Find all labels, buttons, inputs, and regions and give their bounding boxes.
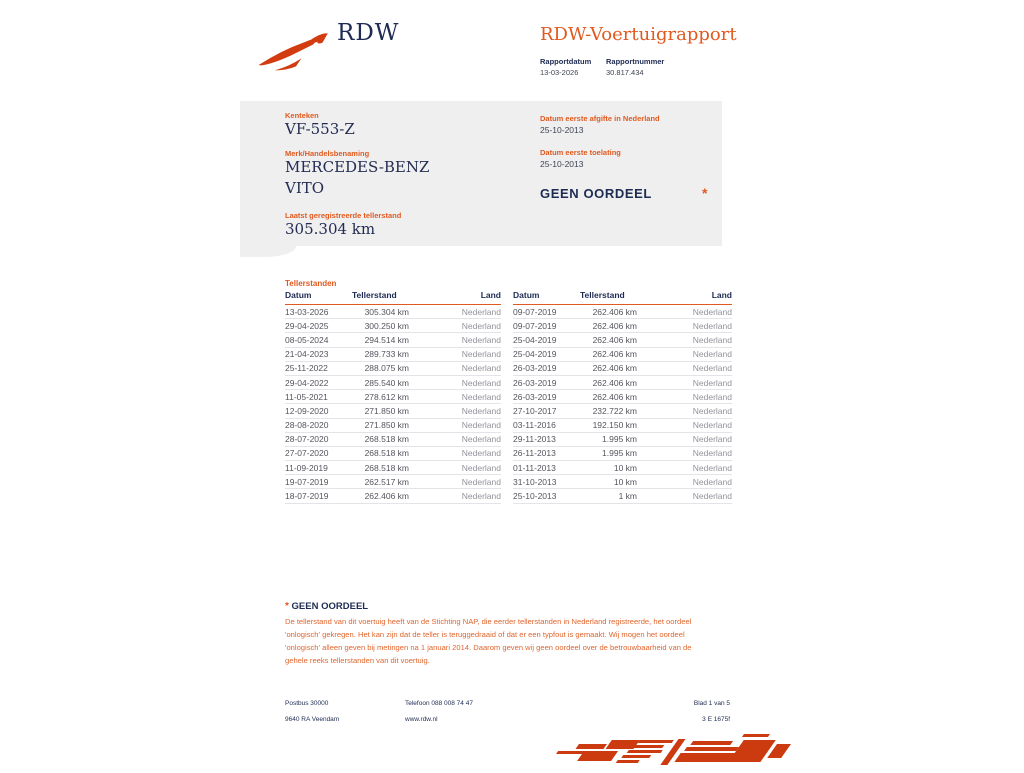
cell-tellerstand: 262.406 km: [364, 491, 409, 502]
tellerstand-label: Laatst geregistreerde tellerstand: [285, 211, 402, 220]
cell-datum: 25-04-2019: [513, 334, 557, 345]
table-row: [285, 475, 501, 489]
table-row: [285, 305, 501, 319]
cell-datum: 28-08-2020: [285, 420, 329, 431]
report-number-value: 30.817.434: [606, 68, 644, 77]
cell-tellerstand: 262.406 km: [592, 377, 637, 388]
cell-tellerstand: 232.722 km: [592, 405, 637, 416]
cell-datum: 08-05-2024: [285, 334, 329, 345]
cell-land: Nederland: [461, 476, 501, 487]
report-date-value: 13-03-2026: [540, 68, 579, 77]
cell-tellerstand: 271.850 km: [364, 405, 409, 416]
report-number-label: Rapportnummer: [606, 57, 665, 66]
summary-box-tail: [240, 246, 296, 257]
cell-datum: 01-11-2013: [513, 462, 556, 473]
table-row: [513, 461, 732, 475]
cell-land: Nederland: [461, 391, 501, 402]
odometer-table-left: [285, 290, 501, 504]
cell-tellerstand: 268.518 km: [364, 462, 409, 473]
table-row: [285, 447, 501, 461]
footer-form-code: 3 E 1675f: [702, 716, 730, 723]
table-row: [285, 390, 501, 404]
cell-tellerstand: 288.075 km: [364, 363, 409, 374]
cell-tellerstand: 285.540 km: [364, 377, 409, 388]
table-body: [285, 305, 501, 504]
cell-datum: 29-04-2022: [285, 377, 329, 388]
table-row: [285, 404, 501, 418]
cell-datum: 29-11-2013: [513, 434, 556, 445]
cell-land: Nederland: [692, 434, 732, 445]
cell-land: Nederland: [692, 476, 732, 487]
footer-page-number: Blad 1 van 5: [693, 700, 730, 707]
cell-land: Nederland: [461, 306, 501, 317]
cell-tellerstand: 262.517 km: [364, 476, 409, 487]
rdw-logo-wing-icon: [256, 26, 336, 76]
table-row: [513, 305, 732, 319]
cell-datum: 21-04-2023: [285, 349, 329, 360]
table-row: [285, 376, 501, 390]
afgifte-label: Datum eerste afgifte in Nederland: [540, 114, 660, 123]
afgifte-value: 25-10-2013: [540, 125, 584, 135]
cell-datum: 29-04-2025: [285, 320, 329, 331]
cell-tellerstand: 268.518 km: [364, 448, 409, 459]
col-datum: Datum: [285, 290, 312, 300]
cell-datum: 11-05-2021: [285, 391, 328, 402]
cell-land: Nederland: [461, 491, 501, 502]
cell-land: Nederland: [461, 420, 501, 431]
cell-tellerstand: 305.304 km: [364, 306, 409, 317]
cell-tellerstand: 262.406 km: [592, 391, 637, 402]
table-row: [513, 348, 732, 362]
cell-land: Nederland: [692, 334, 732, 345]
table-row: [285, 333, 501, 347]
cell-datum: 25-11-2022: [285, 363, 328, 374]
col-land: Land: [711, 290, 732, 300]
table-row: [513, 376, 732, 390]
kenteken-label: Kenteken: [285, 111, 319, 120]
cell-datum: 09-07-2019: [513, 320, 557, 331]
table-row: [513, 433, 732, 447]
tellerstand-value: 305.304 km: [285, 220, 376, 238]
cell-land: Nederland: [461, 434, 501, 445]
table-row: [513, 489, 732, 503]
cell-datum: 03-11-2016: [513, 420, 556, 431]
tellerstanden-title: Tellerstanden: [285, 279, 337, 288]
cell-datum: 11-09-2019: [285, 462, 328, 473]
table-header: [285, 290, 501, 305]
col-datum: Datum: [513, 290, 540, 300]
col-land: Land: [480, 290, 501, 300]
table-row: [285, 461, 501, 475]
merk-value-line1: MERCEDES-BENZ: [285, 158, 430, 176]
cell-tellerstand: 289.733 km: [364, 349, 409, 360]
rdw-logo-text: RDW: [337, 20, 400, 46]
table-row: [513, 362, 732, 376]
cell-land: Nederland: [692, 363, 732, 374]
table-row: [513, 319, 732, 333]
table-header: [513, 290, 732, 305]
cell-land: Nederland: [461, 349, 501, 360]
col-tellerstand: Tellerstand: [352, 290, 397, 300]
table-row: [513, 419, 732, 433]
cell-tellerstand: 262.406 km: [592, 334, 637, 345]
cell-tellerstand: 262.406 km: [592, 320, 637, 331]
cell-land: Nederland: [692, 320, 732, 331]
cell-land: Nederland: [461, 363, 501, 374]
cell-datum: 09-07-2019: [513, 306, 557, 317]
col-tellerstand: Tellerstand: [580, 290, 625, 300]
cell-datum: 27-10-2017: [513, 405, 557, 416]
table-row: [285, 319, 501, 333]
table-row: [285, 419, 501, 433]
cell-land: Nederland: [461, 377, 501, 388]
cell-tellerstand: 271.850 km: [364, 420, 409, 431]
cell-tellerstand: 294.514 km: [364, 334, 409, 345]
cell-datum: 26-03-2019: [513, 363, 557, 374]
page-title: RDW-Voertuigrapport: [540, 24, 737, 45]
note-body-text: De tellerstand van dit voertuig heeft van de Stichting NAP, die eerder tellerstanden in Nederland registreerde, het oordeel 'onlogisch' gekregen. Het kan zijn dat de teller is teruggedraaid of dat er een typfout is gemaakt. Wij mogen het oordeel 'onlogisch' alleen geven bij metingen na 1 januari 2014. Daarom geven wij geen oordeel over de betrouwbaarheid van de gehele reeks tellerstanden van dit voertuig.: [285, 617, 692, 665]
cell-land: Nederland: [692, 391, 732, 402]
cell-datum: 28-07-2020: [285, 434, 329, 445]
table-row: [285, 489, 501, 503]
cell-tellerstand: 1.995 km: [602, 448, 637, 459]
kenteken-value: VF-553-Z: [285, 120, 355, 138]
cell-datum: 18-07-2019: [285, 491, 329, 502]
table-row: [285, 362, 501, 376]
footer-address-line2: 9640 RA Veendam: [285, 716, 340, 723]
cell-land: Nederland: [692, 491, 732, 502]
cell-land: Nederland: [692, 377, 732, 388]
cell-land: Nederland: [461, 334, 501, 345]
oordeel-value: GEEN OORDEEL: [540, 186, 652, 201]
cell-tellerstand: 278.612 km: [364, 391, 409, 402]
table-row: [285, 433, 501, 447]
cell-tellerstand: 1.995 km: [602, 434, 637, 445]
toelating-value: 25-10-2013: [540, 159, 584, 169]
cell-land: Nederland: [461, 320, 501, 331]
cell-datum: 31-10-2013: [513, 476, 557, 487]
cell-tellerstand: 10 km: [613, 476, 637, 487]
table-row: [513, 333, 732, 347]
cell-land: Nederland: [692, 420, 732, 431]
cell-land: Nederland: [692, 349, 732, 360]
cell-tellerstand: 10 km: [613, 462, 637, 473]
table-body: [513, 305, 732, 504]
cell-datum: 12-09-2020: [285, 405, 329, 416]
cell-tellerstand: 1 km: [618, 491, 637, 502]
cell-datum: 27-07-2020: [285, 448, 329, 459]
toelating-label: Datum eerste toelating: [540, 148, 621, 157]
cell-tellerstand: 192.150 km: [592, 420, 637, 431]
cell-land: Nederland: [692, 306, 732, 317]
report-date-label: Rapportdatum: [540, 57, 592, 66]
merk-label: Merk/Handelsbenaming: [285, 149, 370, 158]
cell-land: Nederland: [692, 462, 732, 473]
table-row: [513, 404, 732, 418]
cell-datum: 25-04-2019: [513, 349, 557, 360]
cell-tellerstand: 300.250 km: [364, 320, 409, 331]
footer-phone: Telefoon 088 008 74 47: [405, 700, 473, 707]
footer-address-line1: Postbus 30000: [285, 700, 329, 707]
footer-website: www.rdw.nl: [405, 716, 438, 723]
cell-tellerstand: 268.518 km: [364, 434, 409, 445]
cell-datum: 26-03-2019: [513, 391, 557, 402]
cell-land: Nederland: [461, 462, 501, 473]
rdw-wing-graphic: [540, 734, 792, 768]
merk-value-line2: VITO: [285, 179, 325, 197]
cell-land: Nederland: [461, 405, 501, 416]
table-row: [513, 475, 732, 489]
note-heading: [285, 601, 368, 612]
cell-tellerstand: 262.406 km: [592, 306, 637, 317]
table-row: [513, 447, 732, 461]
table-row: [513, 390, 732, 404]
cell-datum: 13-03-2026: [285, 306, 329, 317]
cell-land: Nederland: [692, 405, 732, 416]
cell-datum: 25-10-2013: [513, 491, 557, 502]
cell-datum: 26-03-2019: [513, 377, 557, 388]
note-asterisk: *: [285, 601, 289, 612]
cell-tellerstand: 262.406 km: [592, 349, 637, 360]
note-title: GEEN OORDEEL: [291, 601, 369, 612]
oordeel-asterisk: *: [702, 185, 708, 201]
odometer-table-right: [513, 290, 732, 504]
table-row: [285, 348, 501, 362]
cell-datum: 26-11-2013: [513, 448, 556, 459]
cell-tellerstand: 262.406 km: [592, 363, 637, 374]
cell-datum: 19-07-2019: [285, 476, 329, 487]
cell-land: Nederland: [461, 448, 501, 459]
cell-land: Nederland: [692, 448, 732, 459]
